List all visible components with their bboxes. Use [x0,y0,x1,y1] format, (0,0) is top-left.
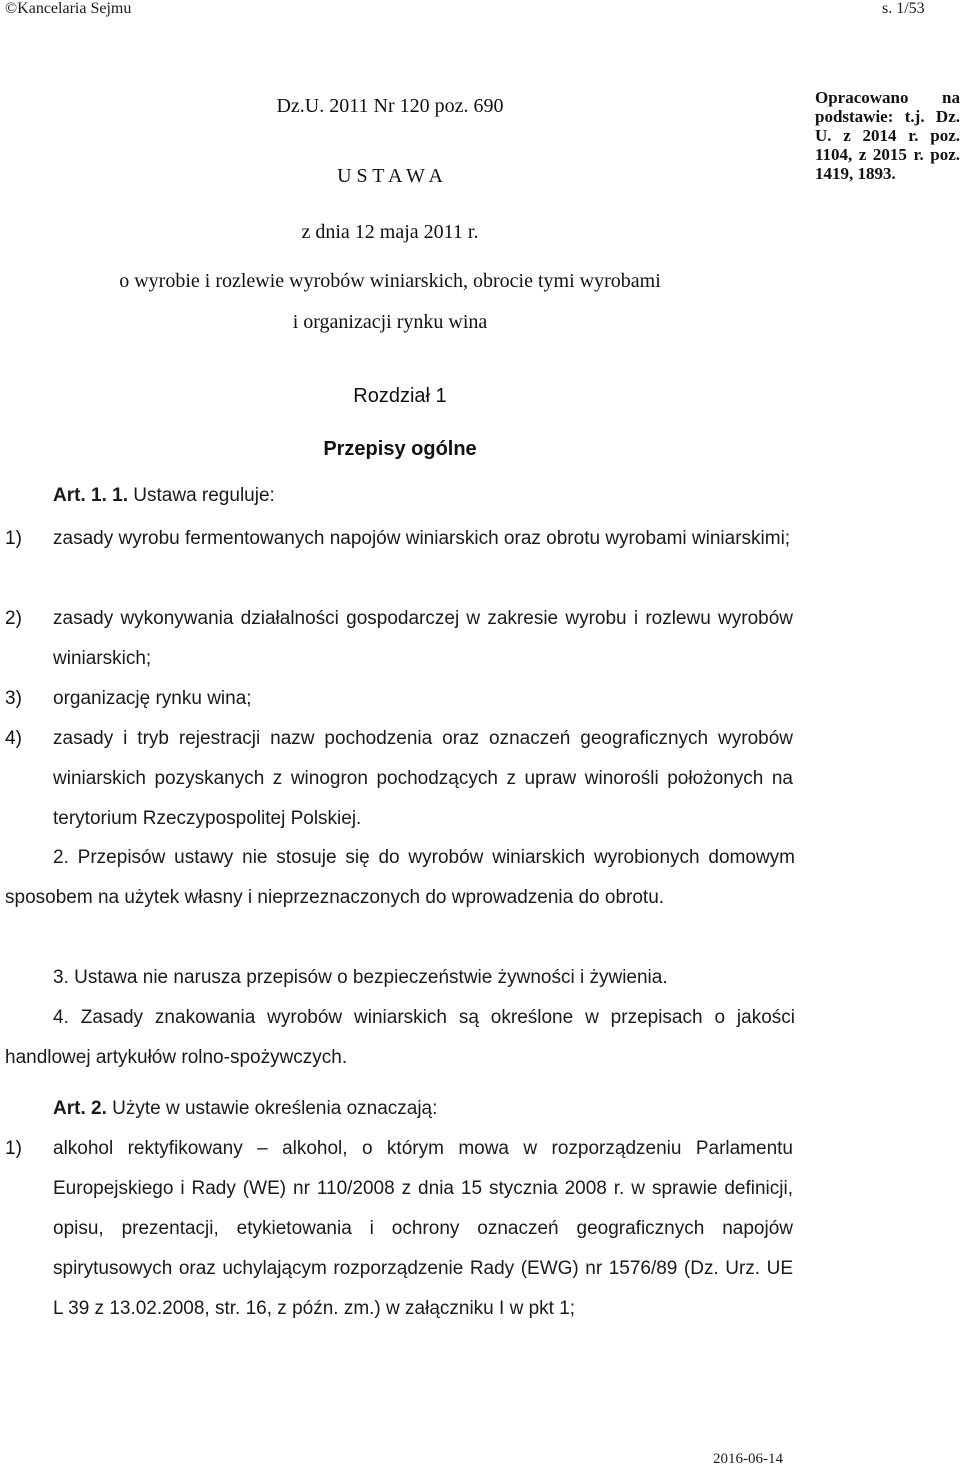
chapter-number: Rozdział 1 [353,385,447,407]
act-title-line1: o wyrobie i rozlewie wyrobów winiarskich, obrocie tymi wyrobami [119,270,661,292]
art1-label: Art. 1. [53,485,107,506]
art1-intro-text: Ustawa reguluje: [133,485,275,506]
art2-item-1-number: 1) [5,1138,22,1159]
art1-item-4-number: 4) [5,728,22,749]
art2-intro-text: Użyte w ustawie określenia oznaczają: [112,1098,438,1119]
journal-reference: Dz.U. 2011 Nr 120 poz. 690 [276,95,504,117]
source-note: Opracowano na podstawie: t.j. Dz. U. z 2014 r. poz. 1104, z 2015 r. poz. 1419, 1893. [815,88,960,183]
art1-item-2-number: 2) [5,608,22,629]
art1-item-3-text: organizację rynku wina; [53,688,252,709]
header-source: ©Kancelaria Sejmu [5,0,132,17]
art2-label: Art. 2. [53,1098,107,1119]
art1-paragraph-3: 3. Ustawa nie narusza przepisów o bezpieczeństwie żywności i żywienia. [53,967,668,988]
act-date: z dnia 12 maja 2011 r. [301,221,479,243]
page-number: s. 1/53 [882,0,925,17]
act-type: U S T A W A [337,165,443,187]
art1-item-1-number: 1) [5,528,22,549]
art1-item-3-number: 3) [5,688,22,709]
art1-intro-number: 1. [112,485,128,506]
art2-intro [53,1098,437,1120]
art1-paragraph-4: 4. Zasady znakowania wyrobów winiarskich są określone w przepisach o jakości handlowej artykułów rolno-spożywczych. [5,1007,795,1068]
act-title-line2: i organizacji rynku wina [292,311,488,333]
art1-item-4-text: zasady i tryb rejestracji nazw pochodzenia oraz oznaczeń geograficznych wyrobów winiarskich pozyskanych z winogron pochodzących z upraw winorośli położonych na terytorium Rzeczypospolitej Polskiej. [53,728,793,829]
chapter-name: Przepisy ogólne [323,438,477,460]
art1-intro [53,485,275,507]
art1-paragraph-2: 2. Przepisów ustawy nie stosuje się do wyrobów winiarskich wyrobionych domowym sposobem na użytek własny i nieprzeznaczonych do wprowadzenia do obrotu. [5,847,795,908]
footer-date: 2016-06-14 [713,1451,783,1467]
art1-item-2-text: zasady wykonywania działalności gospodarczej w zakresie wyrobu i rozlewu wyrobów winiarskich; [53,608,793,669]
art2-item-1-text: alkohol rektyfikowany – alkohol, o którym mowa w rozporządzeniu Parlamentu Europejskiego i Rady (WE) nr 110/2008 z dnia 15 stycznia 2008 r. w sprawie definicji, opisu, prezentacji, etykietowania i ochrony oznaczeń geograficznych napojów spirytusowych oraz uchylającym rozporządzenie Rady (EWG) nr 1576/89 (Dz. Urz. UE L 39 z 13.02.2008, str. 16, z późn. zm.) w załączniku I w pkt 1; [53,1138,793,1319]
art1-item-1-text: zasady wyrobu fermentowanych napojów winiarskich oraz obrotu wyrobami winiarskimi; [53,528,791,549]
